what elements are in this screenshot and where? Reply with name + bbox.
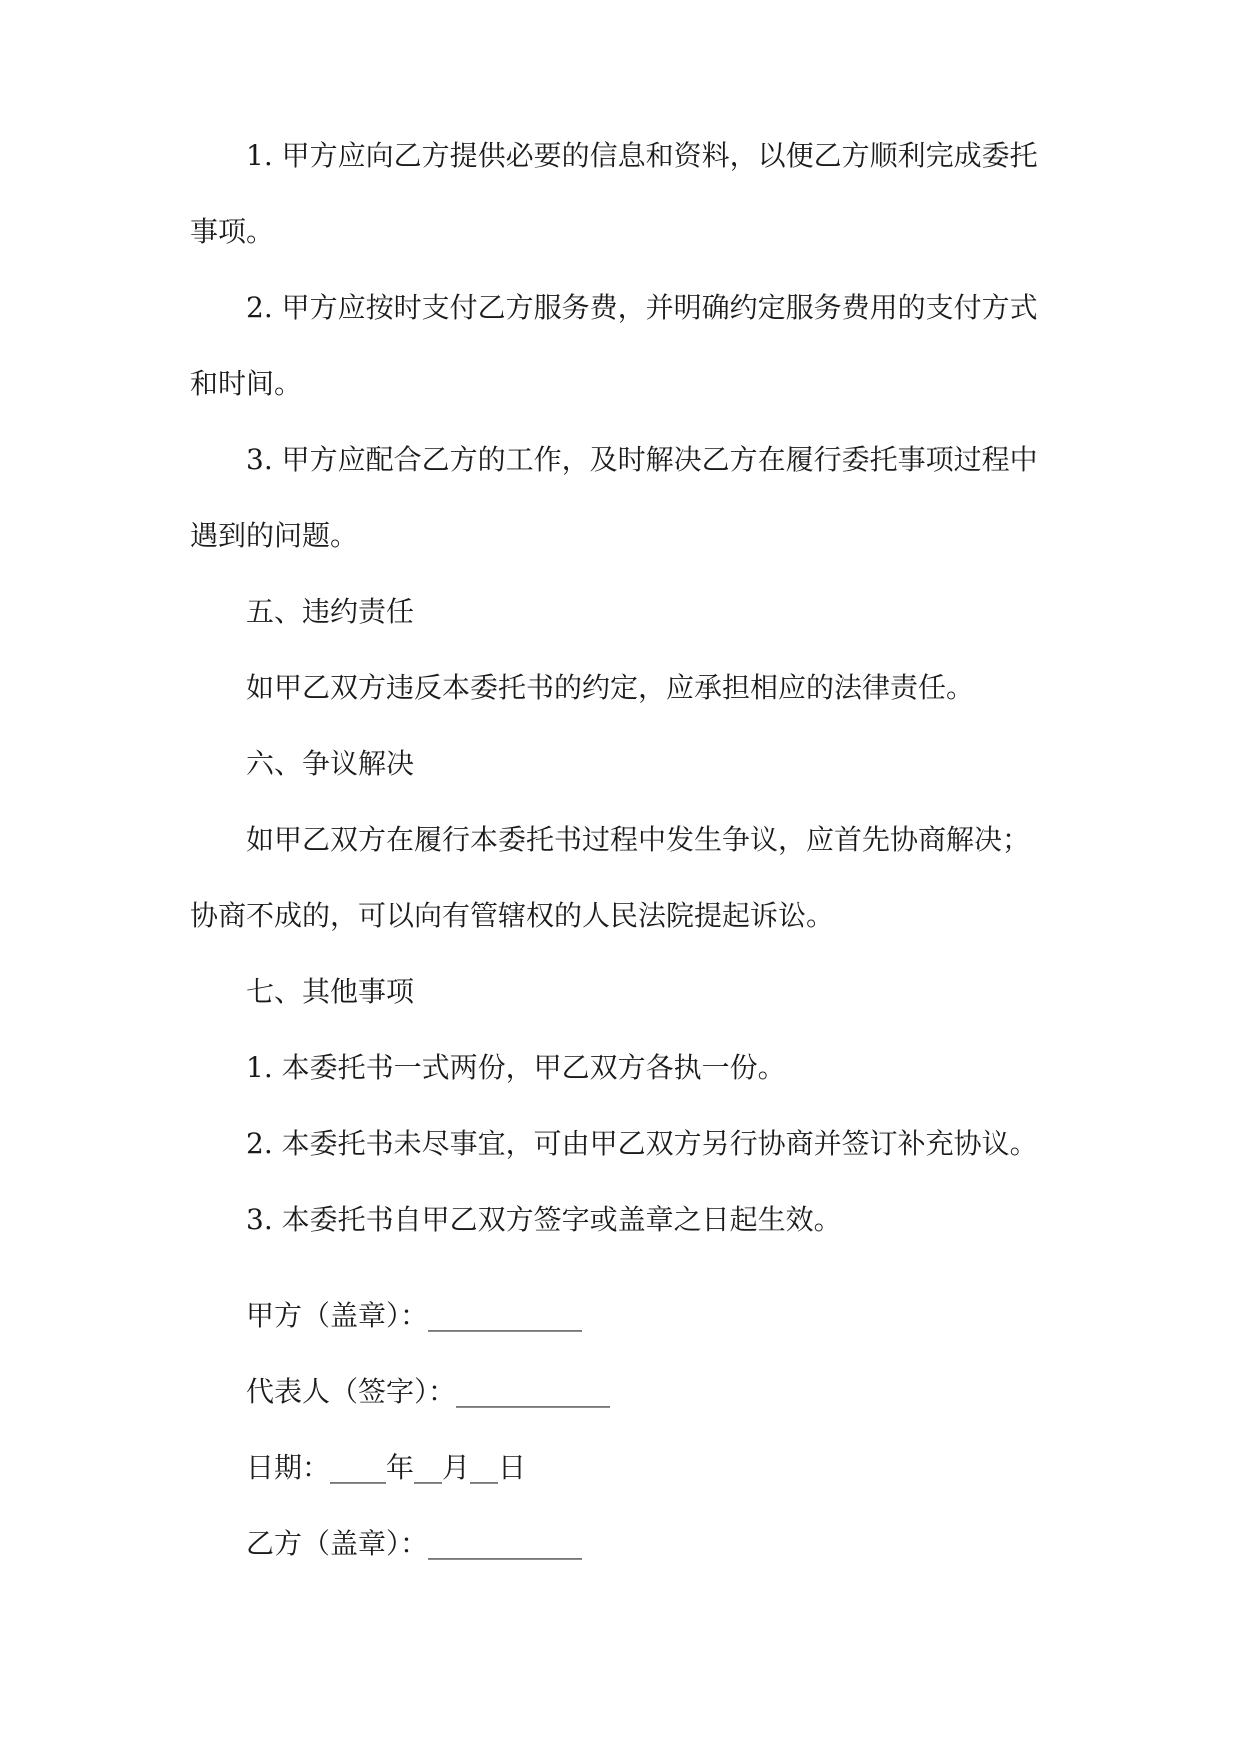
section-heading-other: 七、其他事项 — [246, 975, 415, 1008]
other-item-1: 1. 本委托书一式两份，甲乙双方各执一份。 — [246, 1051, 786, 1084]
party-b-seal-line: 乙方（盖章）：___________ — [246, 1527, 583, 1560]
clause-a-3: 3. 甲方应配合乙方的工作，及时解决乙方在履行委托事项过程中遇到的问题。 — [190, 443, 1038, 552]
other-item-3: 3. 本委托书自甲乙双方签字或盖章之日起生效。 — [246, 1203, 842, 1236]
section-heading-dispute: 六、争议解决 — [246, 747, 415, 780]
representative-sign-line: 代表人（签字）：___________ — [246, 1375, 611, 1408]
breach-text: 如甲乙双方违反本委托书的约定，应承担相应的法律责任。 — [246, 671, 975, 704]
other-item-2: 2. 本委托书未尽事宜，可由甲乙双方另行协商并签订补充协议。 — [246, 1127, 1038, 1160]
dispute-text: 如甲乙双方在履行本委托书过程中发生争议，应首先协商解决；协商不成的，可以向有管辖权的人民法院提起诉讼。 — [190, 823, 1031, 932]
section-heading-breach: 五、违约责任 — [246, 595, 415, 628]
party-a-seal-line: 甲方（盖章）：___________ — [246, 1299, 583, 1332]
clause-a-2: 2. 甲方应按时支付乙方服务费，并明确约定服务费用的支付方式和时间。 — [190, 291, 1038, 400]
clause-a-1: 1. 甲方应向乙方提供必要的信息和资料，以便乙方顺利完成委托事项。 — [190, 139, 1038, 248]
date-line: 日期：____年__月__日 — [246, 1451, 527, 1484]
